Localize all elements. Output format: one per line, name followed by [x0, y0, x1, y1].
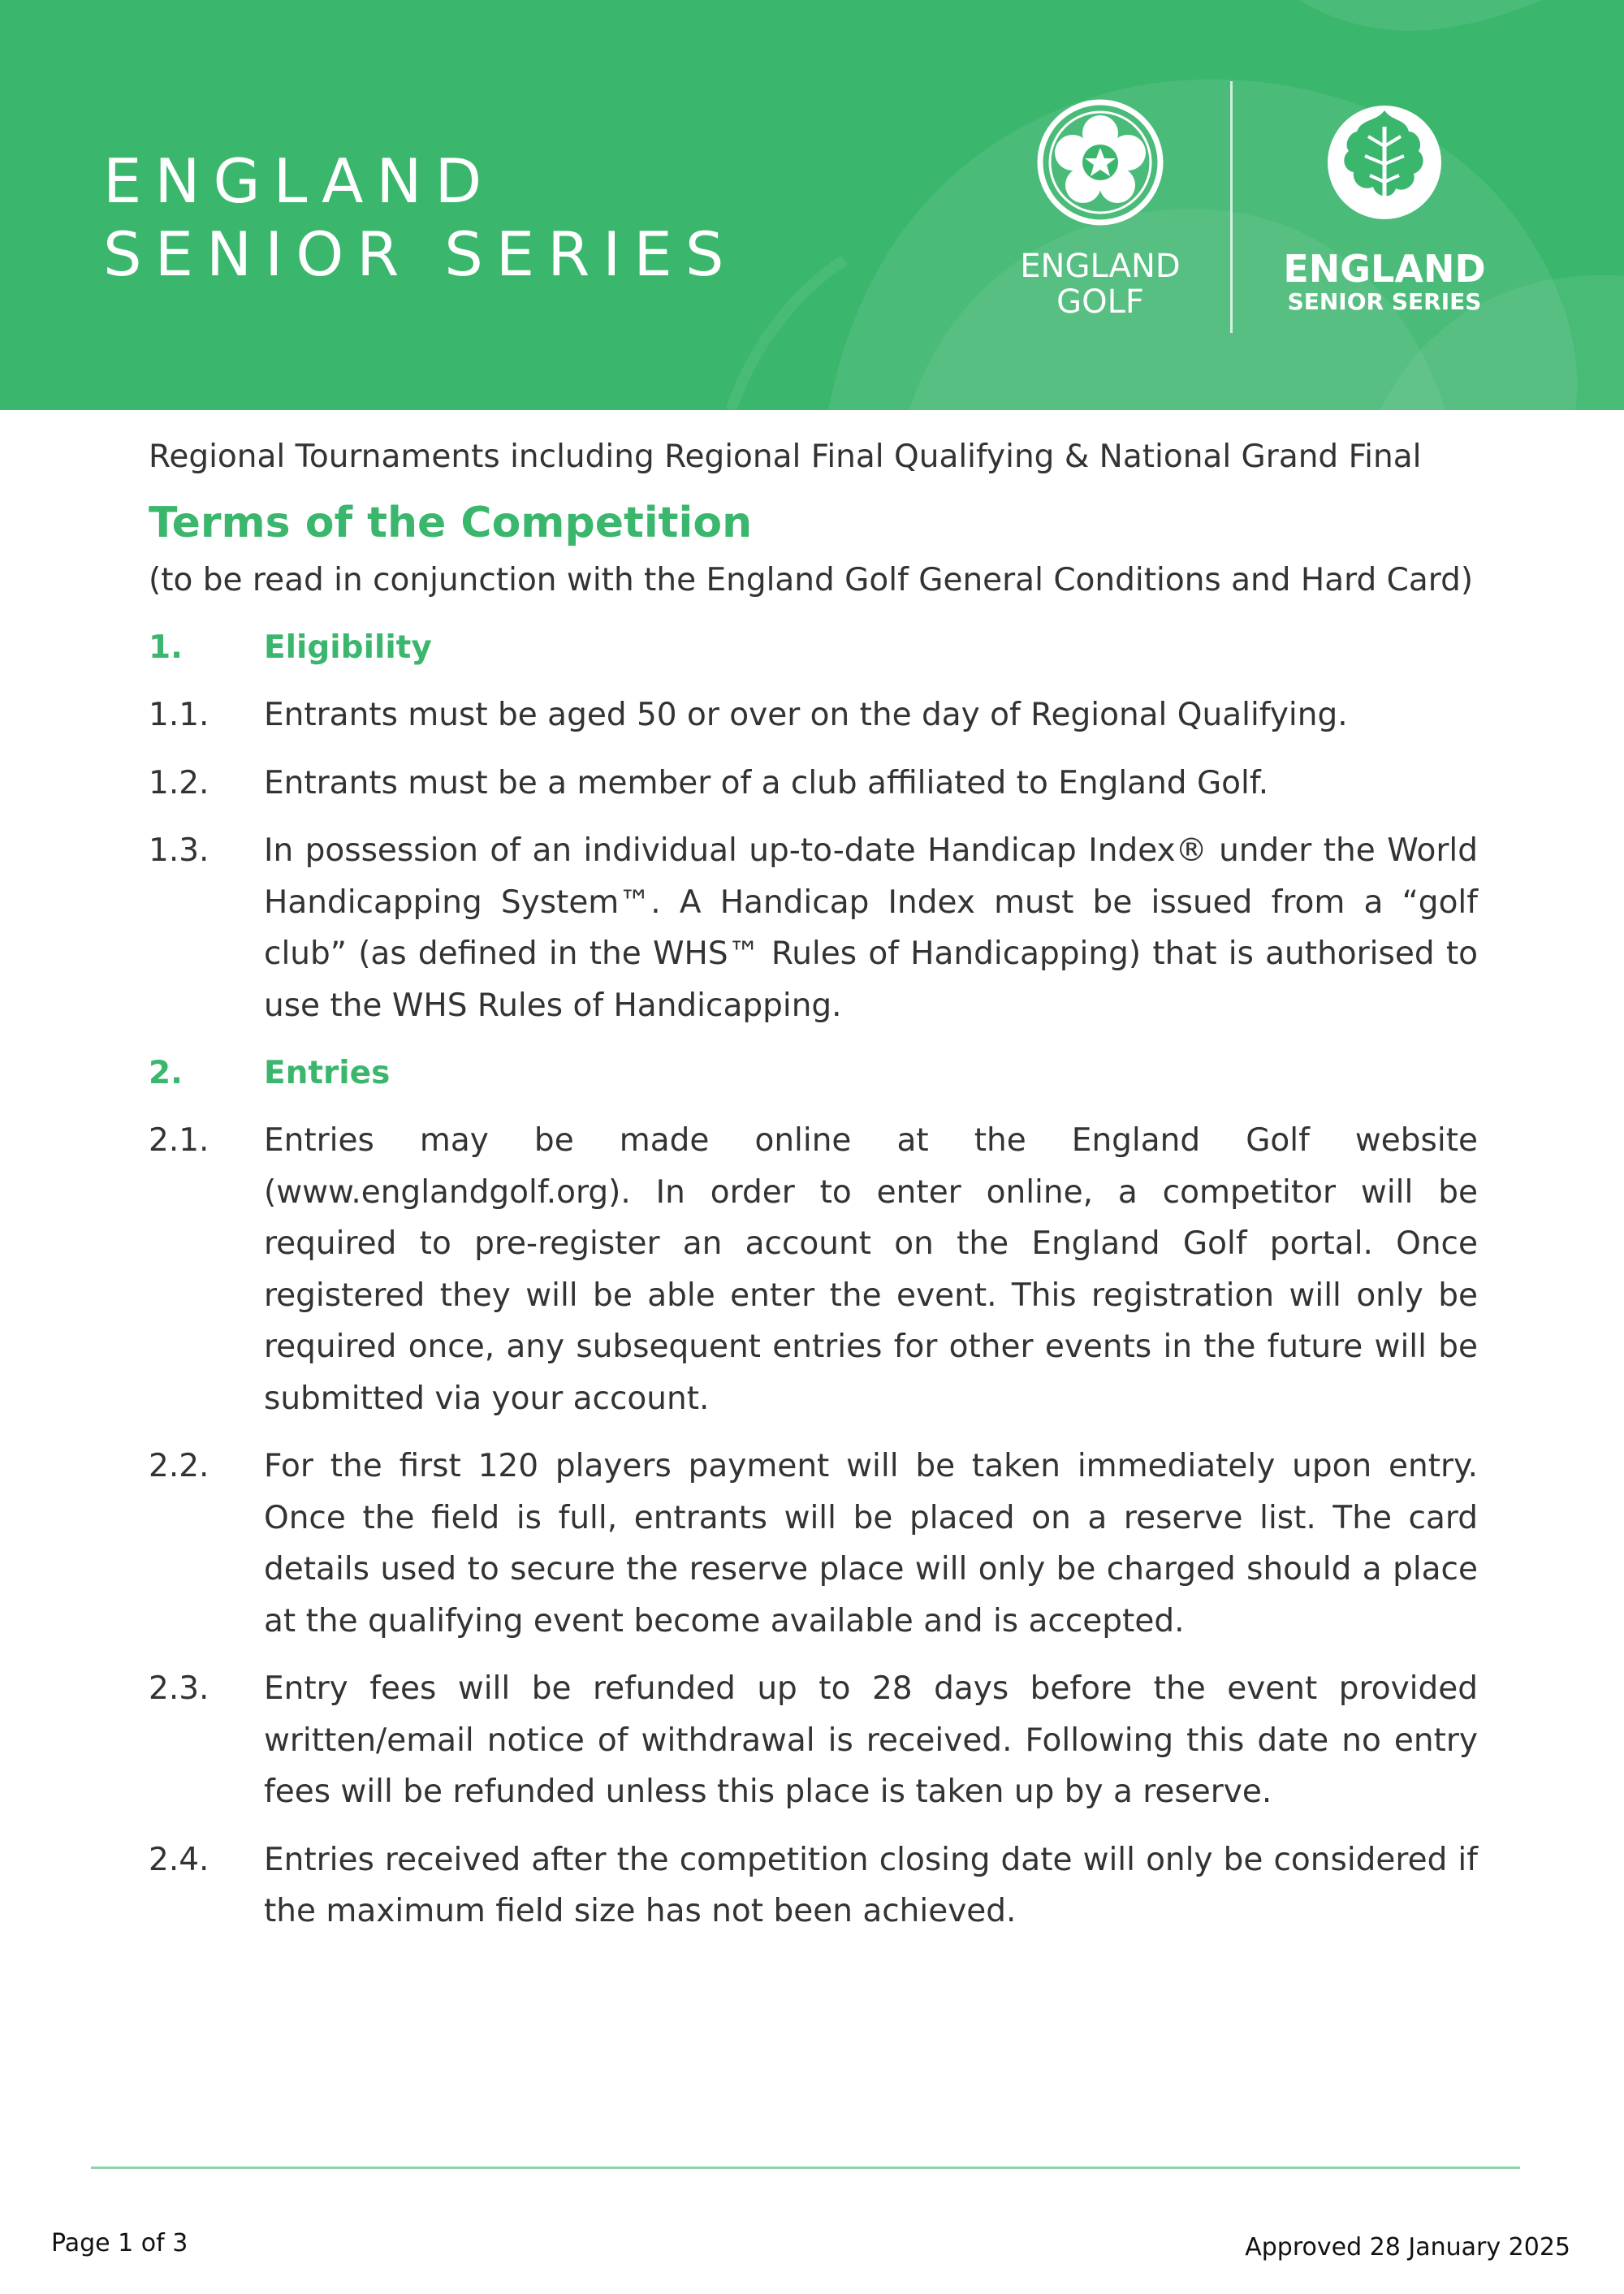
rose-emblem-icon	[1035, 97, 1165, 227]
banner-title	[103, 145, 736, 291]
clause-number: 1.2.	[149, 764, 209, 801]
clause-item	[149, 1441, 1478, 1647]
header-banner	[0, 0, 1624, 410]
clause-text: In possession of an individual up-to-date Handicap Index® under the World Handicapping System™. A Handicap Index must be issued from a “golf club” (as defined in the WHS™ Rules of Handicapping) that is authorised to use the WHS Rules of Handicapping.	[264, 832, 1478, 1024]
section-title: Entries	[264, 1055, 391, 1091]
document-title: Terms of the Competition	[149, 499, 753, 547]
clause-item	[149, 1663, 1478, 1818]
clause-number: 2.1.	[149, 1122, 209, 1159]
approval-date: Approved 28 January 2025	[1245, 2233, 1570, 2262]
clause-text: For the first 120 players payment will be taken immediately upon entry. Once the field is full, entrants will be placed on a reserve list. The card details used to secure the reserve place will only be charged should a place at the qualifying event become available and is accepted.	[264, 1448, 1478, 1639]
clause-number: 1.3.	[149, 832, 209, 869]
footer-divider	[91, 2167, 1520, 2169]
document-subtitle: Regional Tournaments including Regional Final Qualifying & National Grand Final	[149, 438, 1422, 475]
england-golf-logo-line1: ENGLAND	[1020, 248, 1181, 285]
england-golf-logo	[1015, 97, 1186, 320]
section-heading-eligibility	[149, 622, 1478, 673]
logo-divider	[1230, 81, 1233, 333]
oak-leaf-emblem-icon	[1320, 97, 1449, 227]
clause-text: Entries may be made online at the England Golf website (www.englandgolf.org). In order to enter online, a competitor will be required to pre-register an account on the England Golf portal. Once registered they will be able enter the event. This registration will only be required once, any subsequent entries for other events in the future will be submitted via your account.	[264, 1122, 1478, 1417]
england-golf-logo-line2: GOLF	[1056, 283, 1144, 321]
clause-item	[149, 1115, 1478, 1424]
page-number: Page 1 of 3	[51, 2229, 188, 2257]
clause-text: Entrants must be a member of a club affiliated to England Golf.	[264, 764, 1269, 801]
clause-text: Entry fees will be refunded up to 28 days before the event provided written/email notice of withdrawal is received. Following this date no entry fees will be refunded unless this place is taken up by a reserve.	[264, 1670, 1478, 1810]
section-heading-entries	[149, 1048, 1478, 1099]
clause-item	[149, 758, 1478, 810]
section-title: Eligibility	[264, 629, 432, 666]
clause-number: 1.1.	[149, 697, 209, 733]
section-number: 2.	[149, 1055, 183, 1091]
clause-text: Entries received after the competition closing date will only be considered if the maximum field size has not been achieved.	[264, 1841, 1478, 1929]
document-body	[149, 434, 1478, 1938]
clause-item	[149, 825, 1478, 1031]
document-intro: (to be read in conjunction with the England Golf General Conditions and Hard Card)	[149, 562, 1474, 598]
senior-series-logo-line1: ENGLAND	[1283, 247, 1486, 291]
clause-item	[149, 1834, 1478, 1938]
banner-title-line2: SENIOR SERIES	[103, 218, 737, 290]
clause-number: 2.4.	[149, 1841, 209, 1878]
banner-title-line1: ENGLAND	[103, 145, 495, 217]
england-senior-series-logo	[1267, 97, 1502, 315]
clause-item	[149, 689, 1478, 741]
clause-number: 2.2.	[149, 1448, 209, 1484]
clause-number: 2.3.	[149, 1670, 209, 1707]
senior-series-logo-line2: SENIOR SERIES	[1287, 288, 1482, 315]
section-number: 1.	[149, 629, 183, 666]
clause-text: Entrants must be aged 50 or over on the day of Regional Qualifying.	[264, 697, 1348, 733]
